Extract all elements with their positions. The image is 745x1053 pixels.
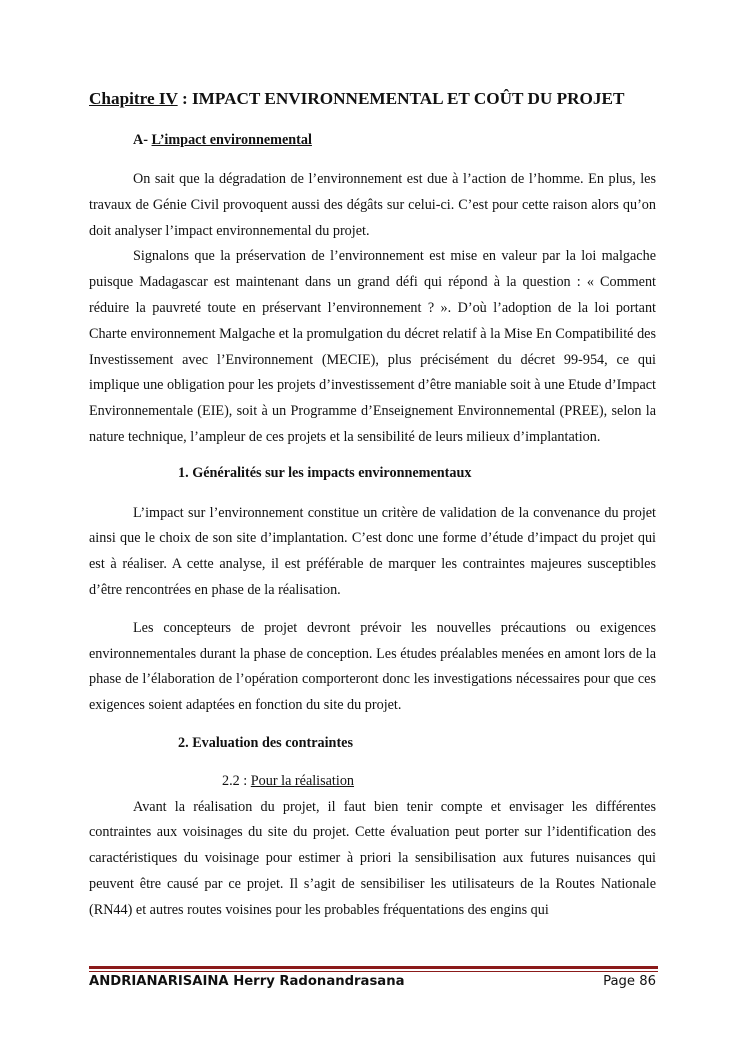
paragraph-signalons: Signalons que la préservation de l’environnement est mise en valeur par la loi malgache puisque Madagascar est maintenant dans un grand défi qui répond à la question : « Comment réduire la pauvreté toute en préservant l’environnement ? ». D’où l’adoption de la loi portant Charte environnement Malgache et la promulgation du décret relatif à la Mise En Compatibilité des Investissement avec l’Environnement (MECIE), plus précisément du décret 99-954, ce qui implique une obligation pour les projets d’investissement d’être maniable soit à une Etude d’Impact Environnementale (EIE), soit à un Programme d’Enseignement Environnemental (PREE), selon la nature technique, l’ampleur de ces projets et la sensibilité de leurs milieux d’implantation.	[89, 248, 656, 445]
chapter-title: : IMPACT ENVIRONNEMENTAL ET COÛT DU PROJET	[177, 89, 625, 108]
footer-author: ANDRIANARISAINA Herry Radonandrasana	[89, 974, 405, 989]
paragraph-concepteurs: Les concepteurs de projet devront prévoir les nouvelles précautions ou exigences environnementales durant la phase de conception. Les études préalables menées en amont lors de la phase de l’élaboration de l’opération comporteront donc les investigations nécessaires pour que ces exigences soient adaptées en fonction du site du projet.	[89, 619, 656, 714]
footer-page-number: Page 86	[603, 974, 656, 989]
section-1-heading: 1. Généralités sur les impacts environnementaux	[178, 464, 472, 481]
footer-rule-thin	[89, 971, 658, 972]
paragraph-impact: L’impact sur l’environnement constitue un critère de validation de la convenance du projet ainsi que le choix de son site d’implantation. C’est donc une forme d’étude d’impact du projet qui est à réaliser. A cette analyse, il est préférable de marquer les contraintes majeures susceptibles d’être rencontrées en phase de la réalisation.	[89, 504, 656, 598]
section-a-prefix: A-	[133, 132, 152, 148]
chapter-label: Chapitre IV	[89, 89, 178, 108]
page-content	[89, 86, 656, 924]
section-2-heading: 2. Evaluation des contraintes	[178, 734, 353, 751]
section-a-title: L’impact environnemental	[151, 132, 312, 148]
paragraph-spacer	[89, 604, 656, 616]
footer-rule-thick	[89, 966, 658, 969]
section-2-2-title: Pour la réalisation	[250, 772, 355, 789]
section-2-2-heading	[89, 769, 656, 795]
section-2-2-prefix: 2.2 :	[222, 772, 251, 789]
paragraph-degradation: On sait que la dégradation de l’environnement est due à l’action de l’homme. En plus, les travaux de Génie Civil provoquent aussi des dégâts sur celui-ci. C’est pour cette raison alors qu’on doit analyser l’impact environnemental du projet.	[89, 171, 656, 239]
chapter-heading	[89, 86, 656, 112]
section-a-heading	[89, 127, 656, 153]
paragraph-realisation: Avant la réalisation du projet, il faut bien tenir compte et envisager les différentes contraintes aux voisinages du site du projet. Cette évaluation peut porter sur l’identification des caractéristiques du voisinage pour estimer à priori la sensibilisation aux futures nuisances qui peuvent être causé par ce projet. Il s’agit de sensibiliser les utilisateurs de la Routes Nationale (RN44) et autres routes voisines pour les probables fréquentations des engins qui	[89, 798, 656, 918]
